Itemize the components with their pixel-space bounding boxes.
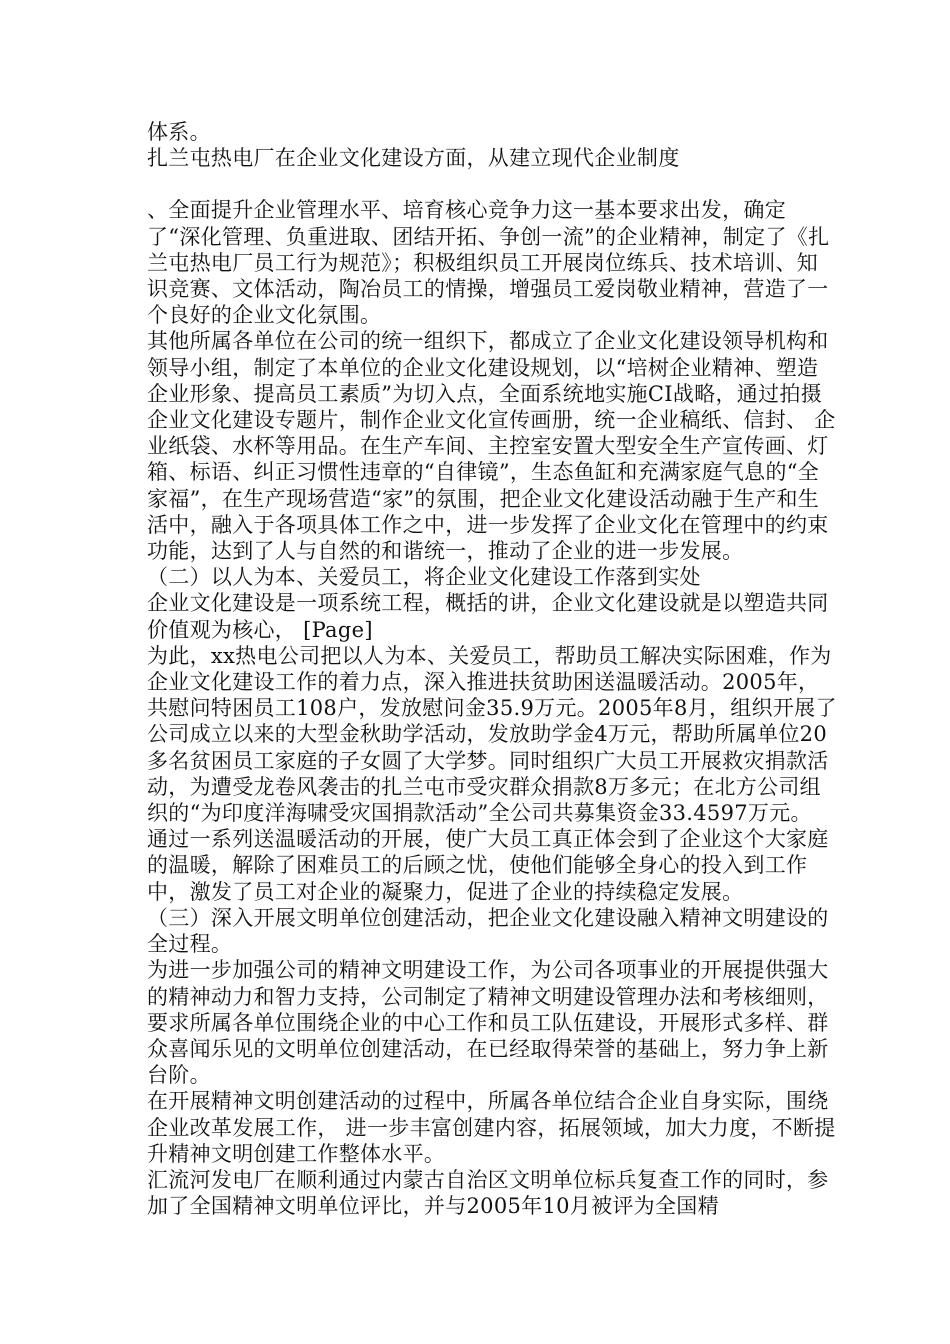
document-body [147, 119, 837, 1219]
paragraph: 企业文化建设是一项系统工程，概括的讲，企业文化建设就是以塑造共同价值观为核心， [Page] [147, 591, 829, 642]
section-heading: （二）以人为本、关爱员工，将企业文化建设工作落到实处 [147, 565, 701, 590]
paragraph: 扎兰屯热电厂在企业文化建设方面，从建立现代企业制度 [147, 146, 680, 171]
paragraph: 汇流河发电厂在顺利通过内蒙古自治区文明单位标兵复查工作的同时，参加了全国精神文明单位评比，并与2005年10月被评为全国精 [147, 1167, 829, 1219]
paragraph-gap [147, 171, 837, 197]
paragraph: 在开展精神文明创建活动的过程中，所属各单位结合企业自身实际，围绕企业改革发展工作， 进一步丰富创建内容，拓展领域，加大力度，不断提升精神文明创建工作整体水平。 [147, 1089, 836, 1166]
paragraph: 为进一步加强公司的精神文明建设工作，为公司各项事业的开展提供强大的精神动力和智力支持，公司制定了精神文明建设管理办法和考核细则，要求所属各单位围绕企业的中心工作和员工队伍建设，开展形式多样、群众喜闻乐见的文明单位创建活动，在已经取得荣誉的基础上，努力争上新台阶。 [147, 958, 829, 1088]
section-heading: （三）深入开展文明单位创建活动，把企业文化建设融入精神文明建设的全过程。 [147, 905, 829, 957]
paragraph: 体系。 [147, 120, 211, 144]
paragraph: 其他所属各单位在公司的统一组织下，都成立了企业文化建设领导机构和领导小组，制定了本单位的企业文化建设规划，以“培树企业精神、塑造企业形象、提高员工素质”为切入点，全面系统地实施CI战略，通过拍摄企业文化建设专题片，制作企业文化宣传画册，统一企业稿纸、信封、 企业纸袋、水杯等用品。在生产车间、主控室安置大型安全生产宣传画、灯箱、标语、纠正习惯性违章的“自律镜”，生态鱼缸和充满家庭气息的“全家福”，在生产现场营造“家”的氛围，把企业文化建设活动融于生产和生活中，融入于各项具体工作之中，进一步发挥了企业文化在管理中的约束功能，达到了人与自然的和谐统一，推动了企业的进一步发展。 [147, 329, 836, 564]
paragraph: 为此，xx热电公司把以人为本、关爱员工，帮助员工解决实际困难，作为企业文化建设工作的着力点，深入推进扶贫助困送温暖活动。2005年，共慰问特困员工108户，发放慰问金35.9万元。2005年8月，组织开展了公司成立以来的大型金秋助学活动，发放助学金4万元，帮助所属单位20多名贫困员工家庭的子女圆了大学梦。同时组织广大员工开展救灾捐款活动，为遭受龙卷风袭击的扎兰屯市受灾群众捐款8万多元；在北方公司组织的“为印度洋海啸受灾国捐款活动”全公司共募集资金33.4597万元。 [147, 643, 837, 826]
paragraph: 、全面提升企业管理水平、培育核心竞争力这一基本要求出发，确定了“深化管理、负重进取、团结开拓、争创一流”的企业精神，制定了《扎兰屯热电厂员工行为规范》；积极组织员工开展岗位练兵、技术培训、知识竞赛、文体活动，陶冶员工的情操，增强员工爱岗敬业精神，营造了一个良好的企业文化氛围。 [147, 198, 830, 328]
paragraph: 通过一系列送温暖活动的开展，使广大员工真正体会到了企业这个大家庭的温暖，解除了困难员工的后顾之忧，使他们能够全身心的投入到工作中，激发了员工对企业的凝聚力，促进了企业的持续稳定发展。 [147, 827, 829, 904]
